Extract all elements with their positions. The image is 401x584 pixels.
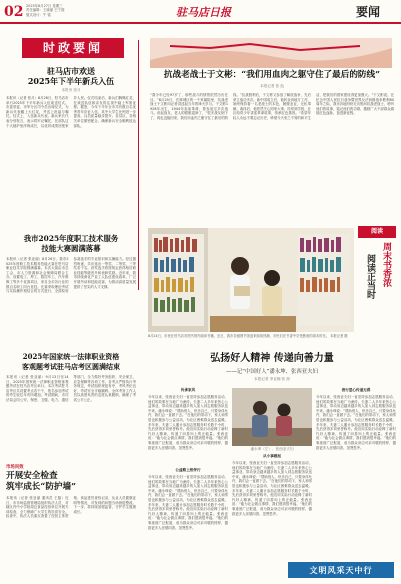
law-exam-title-2: 客观题考试驻马店考区圆满结束 — [22, 362, 120, 371]
slogan-decoration-graphic — [150, 38, 392, 68]
article-volunteer — [148, 352, 396, 560]
civilization-banner-text: 文明风采天中行 — [309, 565, 373, 575]
enlistment-title-1: 驻马店市欢送 — [47, 66, 95, 76]
inspection-title-1: 开展安全检查 — [6, 471, 58, 481]
section-name: 要闻 — [356, 5, 381, 19]
volunteer-subtitle: ——记“中国好人”潘永坤、张西亚夫妇 — [226, 369, 318, 375]
page-header — [0, 0, 401, 26]
enlistment-title-2: 2025年下半年新兵入伍 — [27, 76, 115, 86]
reading-title-1: 周末书香浓 — [381, 242, 391, 287]
reading-column — [358, 226, 396, 332]
header-designer: 版式设计：牛 铭 — [26, 12, 51, 17]
article-enlistment — [6, 66, 136, 234]
volunteer-body-b: 今年以来，张西亚夫妇一直坚持参加志愿服务活动，他们的故事在当地广为流传。夫妻二人多年来热心公益事业，带动身边越来越多的人加入到志愿服务队伍中来。潘永坤说：“帮助别人，快乐自己，只要身体允许，我们会一直做下去。”在他们的带动下，家人和邻居也积极参与公益活动，为社区困难群众送去温暖。多年来，夫妻二人累计参加志愿服务时长数千小时，先后获得多项荣誉称号。他们用实际行动诠释了新时代好人精神，传递了向善向上的正能量。张西亚说：“能为社会做点事情，我们感到很幸福。”他们的事迹被广泛报道，成为群众身边可亲可敬的榜样，激励更多人崇德向善、见贤思齐。 — [148, 475, 228, 530]
resistance-byline: 本报记者 张 彪 — [260, 84, 284, 88]
volunteer-body-d: 今年以来，张西亚夫妇一直坚持参加志愿服务活动，他们的故事在当地广为流传。夫妻二人多年来热心公益事业，带动身边越来越多的人加入到志愿服务队伍中来。潘永坤说：“帮助别人，快乐自己，只要身体允许，我们会一直做下去。”在他们的带动下，家人和邻居也积极参与公益活动，为社区困难群众送去温暖。多年来，夫妻二人累计参加志愿服务时长数千小时，先后获得多项荣誉称号。他们用实际行动诠释了新时代好人精神，传递了向善向上的正能量。张西亚说：“能为社会做点事情，我们感到很幸福。”他们的事迹被广泛报道，成为群众身边可亲可敬的榜样，激励更多人崇德向善、见贤思齐。 — [316, 395, 396, 450]
volunteer-right-col — [316, 388, 396, 556]
library-photo — [148, 228, 354, 332]
skills-title-2: 技能大赛圆满落幕 — [41, 244, 101, 253]
volunteer-section-3: 从小事做起 — [263, 454, 281, 458]
volunteer-photo-caption: 潘永坤（左）、张西亚夫妇 — [250, 447, 294, 451]
article-resistance — [150, 70, 394, 228]
paper-logo: 驻马店日报 — [176, 6, 231, 19]
volunteer-left-col — [148, 388, 228, 556]
volunteer-section-2: 公益路上相伴行 — [175, 468, 201, 472]
volunteer-body-c: 今年以来，张西亚夫妇一直坚持参加志愿服务活动，他们的故事在当地广为流传。夫妻二人多年来热心公益事业，带动身边越来越多的人加入到志愿服务队伍中来。潘永坤说：“帮助别人，快乐自己，只要身体允许，我们会一直做下去。”在他们的带动下，家人和邻居也积极参与公益活动，为社区困难群众送去温暖。多年来，夫妻二人累计参加志愿服务时长数千小时，先后获得多项荣誉称号。他们用实际行动诠释了新时代好人精神，传递了向善向上的正能量。张西亚说：“能为社会做点事情，我们感到很幸福。”他们的事迹被广泛报道，成为群众身边可亲可敬的榜样，激励更多人崇德向善、见贤思齐。 — [232, 461, 312, 516]
volunteer-byline: 本报记者 李亚楠 张 源 — [254, 377, 290, 381]
skills-body: 本报讯（记者 张亚丽）8月26日，我市2025年度职工技术服务技能大赛在驻马店职业技术学院圆满落幕。本次大赛由市总工会、市人力资源和社会保障局联合主办，设置电工、焊工、数控车工、汽车维修工等多个竞赛项目，来自全市各行业的数百名职工同台竞技。比赛采取理论考试与实际操作相结合的方式进行，全面检验参赛选手的专业知识和实操能力。经过激烈角逐，共评选出一等奖、二等奖、三等奖若干名。获奖选手将按规定获得相应职业技能等级晋升和表彰奖励。近年来，我市持续深化产业工人队伍建设改革，广泛开展劳动和技能竞赛，为推动高质量发展提供了坚实的人才支撑。 — [6, 257, 136, 294]
header-editor: 责任编辑：王晓丽 王宁瑞 — [26, 8, 65, 13]
reading-title-2: 阅读正当时 — [365, 254, 375, 299]
enlistment-byline: 本报讯 张月 — [61, 88, 81, 92]
article-skills — [6, 234, 136, 344]
resistance-body: “我今年已经97岁了，那些战斗的情景依然历历在目。”8月25日，在驿城区的一个家属院里，抗战老战士于文彬向记者讲述起当年的烽火岁月。于文彬1928年出生，1944年参加革命，曾参加过多次战斗。谈起战友，老人的眼眶湿润了，“很多战友倒下了，再也没能回来，我们用血肉之躯守住了最后的防线。”抗战胜利后，于文彬又参加了解放战争，先后荣立战功多次。新中国成立后，他转业到地方工作，始终保持着一名老战士的本色，兢兢业业、无私奉献。离休后，他依然关心国家大事，经常到学校、社区给青少年讲述革命故事，传承红色基因。“希望年轻人永远不要忘记历史，珍惜今天来之不易的和平生活，把我们的国家建设得更加强大。”于文彬说。在纪念中国人民抗日战争暨世界反法西斯战争胜利80周年之际，我市各地纷纷走访慰问抗战老战士，聆听他们的故事，铭记他们的功勋，激励广大干部群众赓续红色血脉，奋进新征程。 — [150, 93, 394, 120]
column-divider — [138, 40, 139, 290]
enlistment-body: 本报讯（记者 张月）8月26日，驻马店市举行2025年下半年新兵入伍欢送仪式。市委常委、市军分区司令员出席仪式，为新兵代表戴上大红花，并送上祝福与嘱托。仪式上，入伍新兵代表、新兵家长代表分别发言，表示将牢记嘱托，在部队这个大熔炉里淬炼成长，以优异成绩回报家乡人民。仪式结束后，新兵们胸佩红花，在欢送队伍和亲友的注视中踏上军旅征程。据悉，今年下半年全市共有数百名优秀青年应征入伍，其中大学生比例进一步提高，兵员质量稳步提升。各县区、各相关单位紧密配合，确保新兵安全顺利抵达部队。 — [6, 96, 136, 128]
header-rule — [0, 22, 401, 24]
law-exam-body: 本报讯（记者 张亚丽）9月13日至14日，2025年国家统一法律职业资格客观题考试在驻马店考区举行。本次考试驻马店考区共设置考点若干个，报名参加考试的考生较往年有所增加。考试期间，市司法局会同公安、保密、卫健、电力、通信等部门，全力做好考务组织、安全保卫、应急保障等各项工作。各考点严格执行考务规定，考试组织规范有序，考风考纪良好，考试安全平稳顺利。全体考务工作人员以高度负责的态度认真履职，确保了考试公平公正。 — [6, 375, 136, 402]
library-photo-caption: 8月24日，市民在驻马店市图书馆内阅读书籍。近日，我市各级图书馆迎来阅读热潮，市民们在书香中享受惬意的周末时光。 本报记者 摄 — [148, 334, 348, 338]
volunteer-photo — [232, 388, 312, 446]
volunteer-body-a: 今年以来，张西亚夫妇一直坚持参加志愿服务活动，他们的故事在当地广为流传。夫妻二人多年来热心公益事业，带动身边越来越多的人加入到志愿服务队伍中来。潘永坤说：“帮助别人，快乐自己，只要身体允许，我们会一直做下去。”在他们的带动下，家人和邻居也积极参与公益活动，为社区困难群众送去温暖。多年来，夫妻二人累计参加志愿服务时长数千小时，先后获得多项荣誉称号。他们用实际行动诠释了新时代好人精神，传递了向善向上的正能量。张西亚说：“能为社会做点事情，我们感到很幸福。”他们的事迹被广泛报道，成为群众身边可亲可敬的榜样，激励更多人崇德向善、见贤思齐。 — [148, 395, 228, 450]
inspection-kicker: 市场问效 — [6, 465, 24, 470]
volunteer-section-1: 传承家风 — [180, 388, 196, 392]
inspection-body: 本报讯（记者 张亚丽 通讯员 王磊）近日，市市场监督管理局组织执法人员，对辖区内中小学校周边食品经营单位开展专项检查，全力保障广大学生的饮食安全。检查中，执法人员重点查看了经营主体资格、食品进货查验记录、从业人员健康证明等情况，对发现的问题当场督促整改。下一步，将持续加强监管，守护学生健康成长。 — [6, 496, 136, 519]
inspection-title-2: 筑牢成长“防护墙” — [6, 482, 77, 492]
volunteer-title: 弘扬好人精神 传递向善力量 — [210, 353, 334, 364]
reading-label: 阅读 — [358, 226, 396, 238]
section-title-badge — [22, 38, 124, 58]
slogan-banner — [150, 38, 392, 68]
header-date-block — [26, 4, 64, 17]
law-exam-title-1: 2025年国家统一法律职业资格 — [22, 352, 120, 361]
library-photo-image — [148, 228, 354, 332]
header-date: 2025年8月27日 星期三 — [26, 4, 63, 8]
section-title: 时政要闻 — [42, 41, 103, 55]
page-number: 02 — [4, 4, 24, 20]
volunteer-mid-col — [232, 454, 312, 556]
article-inspection — [6, 464, 136, 580]
volunteer-photo-image — [232, 388, 312, 446]
skills-title-1: 我市2025年度职工技术服务 — [23, 234, 119, 243]
resistance-title: 抗战老战士于文彬：“我们用血肉之躯守住了最后的防线” — [163, 70, 381, 80]
civilization-banner — [288, 562, 394, 578]
article-law-exam — [6, 352, 136, 462]
volunteer-section-4: 善行爱心传递无碍 — [341, 388, 371, 392]
